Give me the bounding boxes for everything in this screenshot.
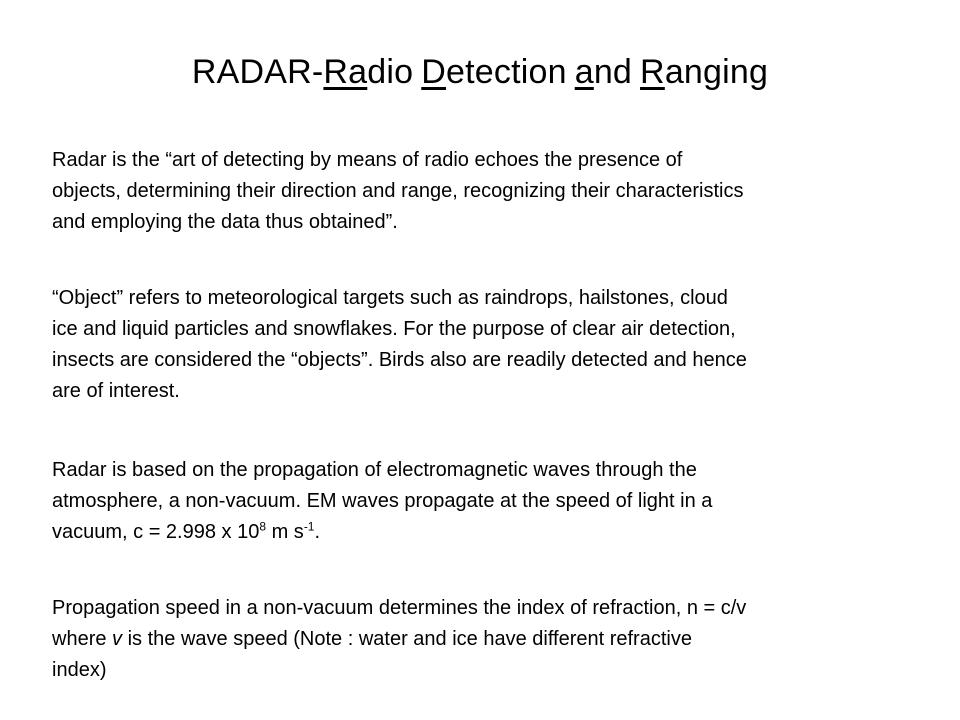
title-nd: nd bbox=[593, 53, 633, 91]
title-ra-underlined: Ra bbox=[323, 53, 368, 91]
speed-of-light-text: vacuum, c = 2.998 x 10 bbox=[52, 521, 260, 543]
paragraph-radar-definition bbox=[52, 145, 922, 238]
title-dio: dio bbox=[367, 53, 414, 91]
exponent-minus-1: -1 bbox=[303, 519, 315, 534]
slide-title bbox=[0, 48, 960, 96]
paragraph-object-definition bbox=[52, 283, 922, 407]
period: . bbox=[314, 521, 321, 543]
paragraph-line: ice and liquid particles and snowflakes. For the purpose of clear air detection, bbox=[52, 318, 736, 340]
exponent-8: 8 bbox=[259, 519, 267, 534]
title-prefix: RADAR- bbox=[191, 53, 324, 91]
paragraph-line: insects are considered the “objects”. Birds also are readily detected and hence bbox=[52, 349, 747, 371]
wave-speed-text: is the wave speed (Note : water and ice have different refractive bbox=[122, 628, 692, 650]
title-anging: anging bbox=[664, 53, 769, 91]
paragraph-line: and employing the data thus obtained”. bbox=[52, 211, 398, 233]
paragraph-line: Radar is based on the propagation of electromagnetic waves through the bbox=[52, 459, 697, 481]
title-d-underlined: D bbox=[421, 53, 447, 91]
paragraph-line bbox=[52, 624, 922, 655]
variable-v: v bbox=[112, 628, 123, 650]
where-text: where bbox=[52, 628, 113, 650]
paragraph-line: index) bbox=[52, 659, 107, 681]
title-a-underlined: a bbox=[574, 53, 594, 91]
paragraph-line: objects, determining their direction and range, recognizing their characteristics bbox=[52, 180, 744, 202]
paragraph-line: Radar is the “art of detecting by means of radio echoes the presence of bbox=[52, 149, 683, 171]
paragraph-line: Propagation speed in a non-vacuum determines the index of refraction, n = c/v bbox=[52, 597, 747, 619]
title-etection: etection bbox=[446, 53, 567, 91]
paragraph-line: are of interest. bbox=[52, 380, 180, 402]
title-r-underlined: R bbox=[640, 53, 665, 91]
paragraph-line: atmosphere, a non-vacuum. EM waves propagate at the speed of light in a bbox=[52, 490, 713, 512]
paragraph-refraction-index bbox=[52, 593, 922, 686]
units-text: m s bbox=[266, 521, 304, 543]
paragraph-line bbox=[52, 517, 922, 548]
paragraph-em-propagation bbox=[52, 455, 922, 548]
paragraph-line: “Object” refers to meteorological targets such as raindrops, hailstones, cloud bbox=[52, 287, 728, 309]
